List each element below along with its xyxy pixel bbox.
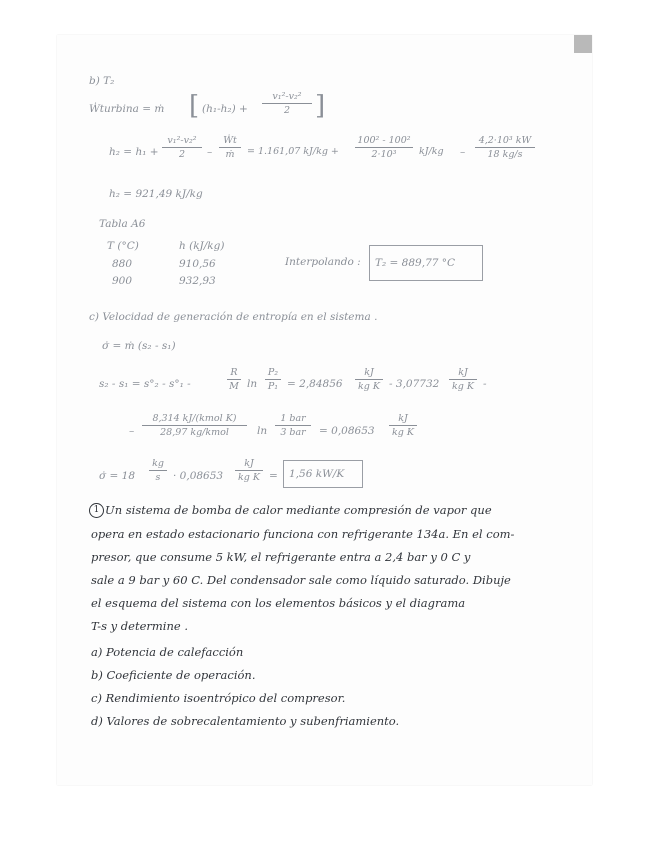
s-eq-unit1-den: kg K bbox=[358, 381, 380, 392]
w-turbina-inner: (h₁-h₂) + bbox=[202, 103, 248, 115]
table-title: Tabla A6 bbox=[99, 218, 146, 230]
s-eq-frac2 bbox=[265, 367, 281, 392]
w-turbina-frac-den: 2 bbox=[283, 105, 291, 116]
s-eq2-frac bbox=[142, 413, 247, 438]
s-eq-unit1 bbox=[355, 367, 383, 392]
sigma-final-frac2-den: kg K bbox=[238, 472, 260, 483]
table-col1: T (°C) bbox=[107, 240, 139, 252]
c-header: c) Velocidad de generación de entropía en el sistema . bbox=[89, 311, 378, 323]
item-d: d) Valores de sobrecalentamiento y subenfriamiento. bbox=[91, 714, 400, 728]
minus-sign-3: – bbox=[129, 425, 135, 437]
h2-frac4 bbox=[475, 135, 535, 160]
problem-line: presor, que consume 5 kW, el refrigerante entra a 2,4 bar y 0 C y bbox=[91, 550, 471, 564]
s-eq2-frac-den: 28,97 kg/kmol bbox=[160, 427, 229, 438]
s-eq-tail: - bbox=[483, 378, 487, 390]
h2-frac1-num: v₁²-v₂² bbox=[167, 135, 197, 146]
problem-number: 1 bbox=[89, 503, 104, 518]
s-eq-frac2-num: P₂ bbox=[267, 367, 279, 378]
s-eq2-frac-num: 8,314 kJ/(kmol K) bbox=[152, 413, 237, 424]
interp-result: T₂ = 889,77 °C bbox=[375, 257, 456, 269]
table-r2c2: 932,93 bbox=[179, 275, 216, 287]
s-eq-val1: = 2,84856 bbox=[287, 378, 343, 390]
w-turbina-frac bbox=[262, 91, 312, 116]
s-eq-unit1-num: kJ bbox=[364, 367, 374, 378]
table-r2c1: 900 bbox=[112, 275, 133, 287]
s-eq2-ln: ln bbox=[257, 425, 268, 437]
h2-frac3 bbox=[355, 135, 413, 160]
s-eq-ln: ln bbox=[247, 378, 258, 390]
s-eq-frac1 bbox=[227, 367, 241, 392]
s-eq-frac1-den: M bbox=[229, 381, 239, 392]
sigma-final-frac1 bbox=[149, 458, 167, 483]
problem-line: el esquema del sistema con los elementos básicos y el diagrama bbox=[91, 596, 466, 610]
page-corner bbox=[574, 35, 592, 53]
item-b: b) Coeficiente de operación. bbox=[91, 668, 256, 682]
s-eq2-val: = 0,08653 bbox=[319, 425, 375, 437]
item-a: a) Potencia de calefacción bbox=[91, 645, 244, 659]
bracket-left: [ bbox=[189, 91, 200, 121]
h2-frac1-den: 2 bbox=[178, 149, 186, 160]
h2-frac2-den: ṁ bbox=[225, 149, 235, 160]
s-eq-unit2-den: kg K bbox=[452, 381, 474, 392]
s-eq-lhs: s₂ - s₁ = s°₂ - s°₁ - bbox=[99, 378, 191, 390]
h2-frac4-num: 4,2·10³ kW bbox=[478, 135, 532, 146]
table-r1c2: 910,56 bbox=[179, 258, 216, 270]
h2-frac1 bbox=[162, 135, 202, 160]
table-col2: h (kJ/kg) bbox=[179, 240, 225, 252]
s-eq-unit2 bbox=[449, 367, 477, 392]
h2-frac3-num: 100² - 100² bbox=[357, 135, 411, 146]
bracket-right: ] bbox=[315, 91, 326, 121]
sigma-final-frac1-den: s bbox=[155, 472, 161, 483]
problem-line: opera en estado estacionario funciona con refrigerante 134a. En el com- bbox=[91, 527, 515, 541]
s-eq2-unit-num: kJ bbox=[398, 413, 408, 424]
s-eq-frac1-num: R bbox=[230, 367, 238, 378]
problem-line: T-s y determine . bbox=[91, 619, 188, 633]
s-eq2-frac2 bbox=[275, 413, 311, 438]
sigma-final-frac2-num: kJ bbox=[244, 458, 254, 469]
problem-line: Un sistema de bomba de calor mediante compresión de vapor que bbox=[105, 503, 492, 517]
h2-frac4-den: 18 kg/s bbox=[487, 149, 523, 160]
notebook-page bbox=[57, 35, 592, 785]
item-c: c) Rendimiento isoentrópico del compresor. bbox=[91, 691, 346, 705]
h2-frac2-num: Ẇt bbox=[223, 135, 237, 146]
sigma-final-mid: · 0,08653 bbox=[173, 470, 224, 482]
s-eq-frac2-den: P₁ bbox=[267, 381, 279, 392]
w-turbina-lhs: Ẇturbina = ṁ bbox=[89, 103, 165, 115]
sigma-final-lhs: σ̇ = 18 bbox=[99, 470, 136, 482]
minus-sign-2: – bbox=[460, 146, 466, 158]
h2-lhs: h₂ = h₁ + bbox=[109, 146, 159, 158]
h2-units: kJ/kg bbox=[419, 146, 444, 157]
problem-line: sale a 9 bar y 60 C. Del condensador sale como líquido saturado. Dibuje bbox=[91, 573, 511, 587]
h2-frac2 bbox=[219, 135, 241, 160]
s-eq-unit2-num: kJ bbox=[458, 367, 468, 378]
equals-sign: = bbox=[269, 470, 278, 482]
s-eq2-unit bbox=[389, 413, 417, 438]
w-turbina-frac-num: v₁²-v₂² bbox=[272, 91, 302, 102]
sigma-final-frac2 bbox=[235, 458, 263, 483]
sigma-final-result: 1,56 kW/K bbox=[289, 468, 345, 480]
s-eq-val2: - 3,07732 bbox=[389, 378, 440, 390]
s-eq2-frac2-num: 1 bar bbox=[280, 413, 306, 424]
sigma-final-frac1-num: kg bbox=[152, 458, 164, 469]
b-header: b) T₂ bbox=[89, 75, 115, 87]
table-r1c1: 880 bbox=[112, 258, 133, 270]
h2-result: h₂ = 921,49 kJ/kg bbox=[109, 188, 203, 200]
s-eq2-frac2-den: 3 bar bbox=[280, 427, 306, 438]
h2-value: = 1.161,07 kJ/kg + bbox=[247, 146, 339, 157]
h2-frac3-den: 2·10³ bbox=[371, 149, 397, 160]
minus-sign: – bbox=[207, 146, 213, 158]
interp-label: Interpolando : bbox=[285, 256, 361, 268]
sigma-eq: σ̇ = ṁ (s₂ - s₁) bbox=[102, 340, 176, 352]
s-eq2-unit-den: kg K bbox=[392, 427, 414, 438]
